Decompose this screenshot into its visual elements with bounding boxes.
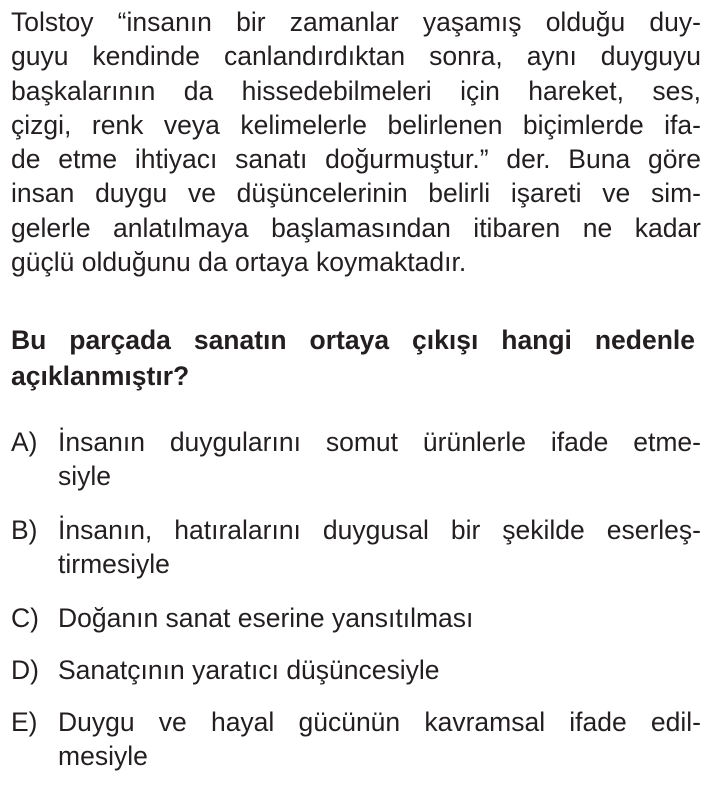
option-text — [58, 425, 701, 494]
option-d[interactable] — [11, 653, 701, 705]
option-line: siyle — [58, 461, 112, 492]
passage-line: de etme ihtiyacı sanatı doğurmuştur.” der. Buna göre — [11, 144, 701, 175]
question-line: açıklanmıştır? — [11, 361, 190, 391]
option-letter: B) — [11, 515, 38, 545]
answer-options — [11, 425, 701, 775]
option-e[interactable] — [11, 705, 701, 775]
passage-line: güçlü olduğunu da ortaya koymaktadır. — [11, 247, 467, 278]
passage-line: çizgi, renk veya kelimelerle belirlenen biçimlerde ifa- — [11, 109, 701, 140]
option-letter: E) — [11, 707, 38, 737]
passage-line: başkalarının da hissedebilmeleri için hareket, ses, — [11, 75, 701, 106]
option-letter: D) — [11, 655, 39, 685]
option-b[interactable] — [11, 513, 701, 601]
option-text — [58, 601, 701, 635]
question-stem — [11, 322, 695, 394]
passage-line: insan duygu ve düşüncelerinin belirli işareti ve sim- — [11, 178, 701, 209]
question-line: Bu parçada sanatın ortaya çıkışı hangi nedenle — [11, 325, 695, 355]
passage-text — [11, 5, 701, 279]
passage-line: Tolstoy “insanın bir zamanlar yaşamış olduğu duy- — [11, 7, 701, 37]
option-text — [58, 653, 701, 687]
passage-line: gelerle anlatılmaya başlamasından itibaren ne kadar — [11, 212, 701, 243]
option-text — [58, 705, 701, 774]
option-c[interactable] — [11, 601, 701, 653]
option-line: İnsanın duygularını somut ürünlerle ifade etme- — [58, 427, 701, 457]
option-letter: C) — [11, 603, 39, 633]
option-a[interactable] — [11, 425, 701, 513]
option-letter: A) — [11, 427, 38, 457]
option-line: tirmesiyle — [58, 549, 170, 580]
option-line: Duygu ve hayal gücünün kavramsal ifade edil- — [58, 707, 701, 737]
option-line: Doğanın sanat eserine yansıtılması — [58, 603, 474, 633]
passage-line: guyu kendinde canlandırdıktan sonra, aynı duyguyu — [11, 41, 701, 72]
option-text — [58, 513, 701, 582]
option-line: Sanatçının yaratıcı düşüncesiyle — [58, 655, 440, 685]
option-line: İnsanın, hatıralarını duygusal bir şekilde eserleş- — [58, 515, 701, 545]
option-line: mesiyle — [58, 741, 148, 772]
